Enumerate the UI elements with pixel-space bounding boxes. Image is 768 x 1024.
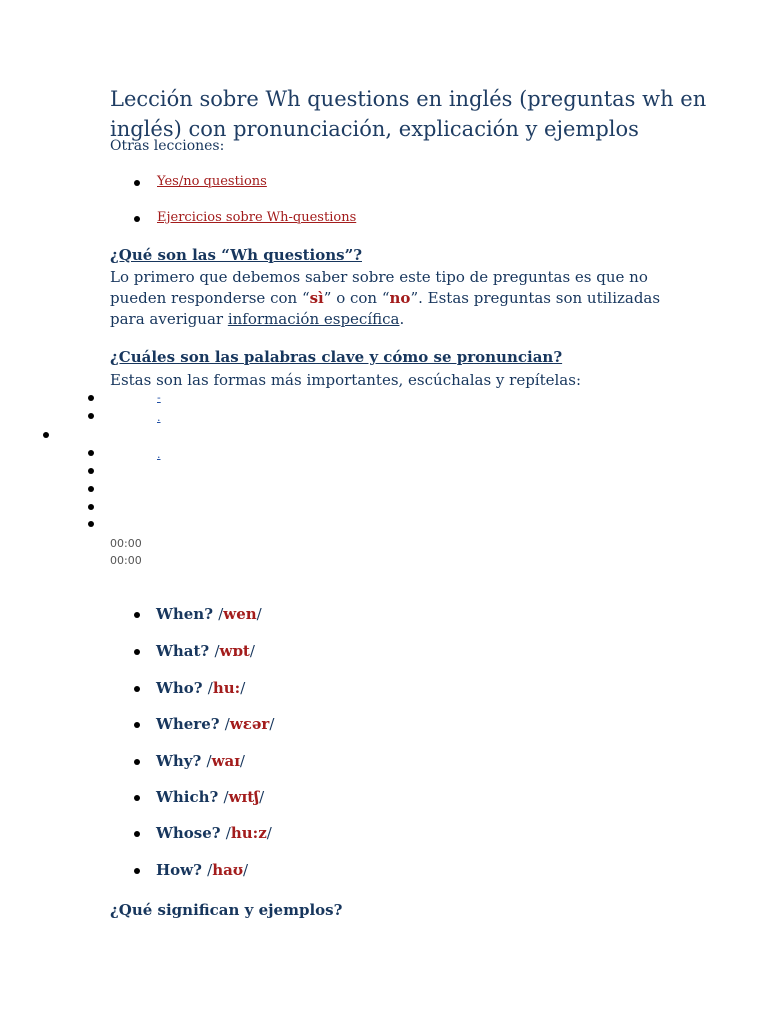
wh-word-item: Which? /wɪtʃ/ xyxy=(156,788,265,806)
wh-word-item: Why? /waɪ/ xyxy=(156,752,245,770)
list-bullet xyxy=(134,759,140,765)
ipa: haʊ xyxy=(212,861,244,879)
audio-track-link[interactable]: - xyxy=(157,391,161,404)
ipa: wɒt xyxy=(219,642,250,660)
emphasis-no: no xyxy=(389,289,411,307)
list-bullet xyxy=(88,450,94,456)
paragraph-line xyxy=(110,288,660,309)
list-bullet xyxy=(88,395,94,401)
wh-word: What? xyxy=(156,642,210,660)
wh-word: Why? xyxy=(156,752,202,770)
list-bullet xyxy=(134,649,140,655)
wh-word: Which? xyxy=(156,788,219,806)
page-title: Lección sobre Wh questions en inglés (preguntas wh en inglés) con pronunciación, explicación y ejemplos xyxy=(110,87,707,141)
section-heading-keywords: ¿Cuáles son las palabras clave y cómo se pronuncian? xyxy=(110,348,563,366)
paragraph-line: Lo primero que debemos saber sobre este tipo de preguntas es que no xyxy=(110,268,648,286)
wh-word-item: Where? /wεər/ xyxy=(156,715,275,733)
section-heading-meanings: ¿Qué significan y ejemplos? xyxy=(110,901,343,919)
text: pueden responderse con “ xyxy=(110,289,310,307)
ipa: wen xyxy=(223,605,257,623)
list-bullet xyxy=(134,180,140,186)
wh-word-item: How? /haʊ/ xyxy=(156,861,249,879)
wh-word-item: Who? /hu:/ xyxy=(156,679,246,697)
list-bullet xyxy=(88,486,94,492)
text: ” o con “ xyxy=(323,289,390,307)
list-bullet xyxy=(88,521,94,527)
ipa: wɪtʃ xyxy=(228,788,260,806)
list-bullet xyxy=(134,831,140,837)
list-bullet xyxy=(134,686,140,692)
audio-track-link[interactable]: . xyxy=(157,448,161,461)
list-bullet xyxy=(134,612,140,618)
ipa: hu: xyxy=(212,679,241,697)
ipa: waɪ xyxy=(211,752,240,770)
audio-track-link[interactable]: . xyxy=(157,411,161,424)
specific-info-text: información específica xyxy=(227,310,400,328)
list-bullet xyxy=(134,722,140,728)
wh-word: Who? xyxy=(156,679,203,697)
other-lessons-label: Otras lecciones: xyxy=(110,138,225,154)
text: . xyxy=(399,310,405,328)
wh-word-item: Whose? /hu:z/ xyxy=(156,824,272,842)
list-bullet xyxy=(88,413,94,419)
list-bullet xyxy=(134,868,140,874)
emphasis-si: sì xyxy=(309,289,324,307)
list-bullet xyxy=(88,504,94,510)
wh-word: Whose? xyxy=(156,824,221,842)
ipa: wεər xyxy=(229,715,270,733)
wh-word-item: What? /wɒt/ xyxy=(156,642,255,660)
link-wh-exercises[interactable]: Ejercicios sobre Wh-questions xyxy=(157,210,357,225)
wh-word: When? xyxy=(156,605,213,623)
wh-word: How? xyxy=(156,861,202,879)
audio-duration: 00:00 xyxy=(110,554,142,567)
list-bullet xyxy=(134,795,140,801)
section-heading-what-are: ¿Qué son las “Wh questions”? xyxy=(110,246,362,264)
link-yes-no-questions[interactable]: Yes/no questions xyxy=(157,174,267,189)
list-bullet xyxy=(43,432,49,438)
text: para averiguar xyxy=(110,310,228,328)
paragraph-line xyxy=(110,309,404,330)
section-intro: Estas son las formas más importantes, escúchalas y repítelas: xyxy=(110,371,581,389)
wh-word: Where? xyxy=(156,715,220,733)
text: ”. Estas preguntas son utilizadas xyxy=(410,289,661,307)
audio-current-time: 00:00 xyxy=(110,537,142,550)
list-bullet xyxy=(88,468,94,474)
wh-word-item: When? /wen/ xyxy=(156,605,262,623)
ipa: hu:z xyxy=(230,824,267,842)
list-bullet xyxy=(134,216,140,222)
